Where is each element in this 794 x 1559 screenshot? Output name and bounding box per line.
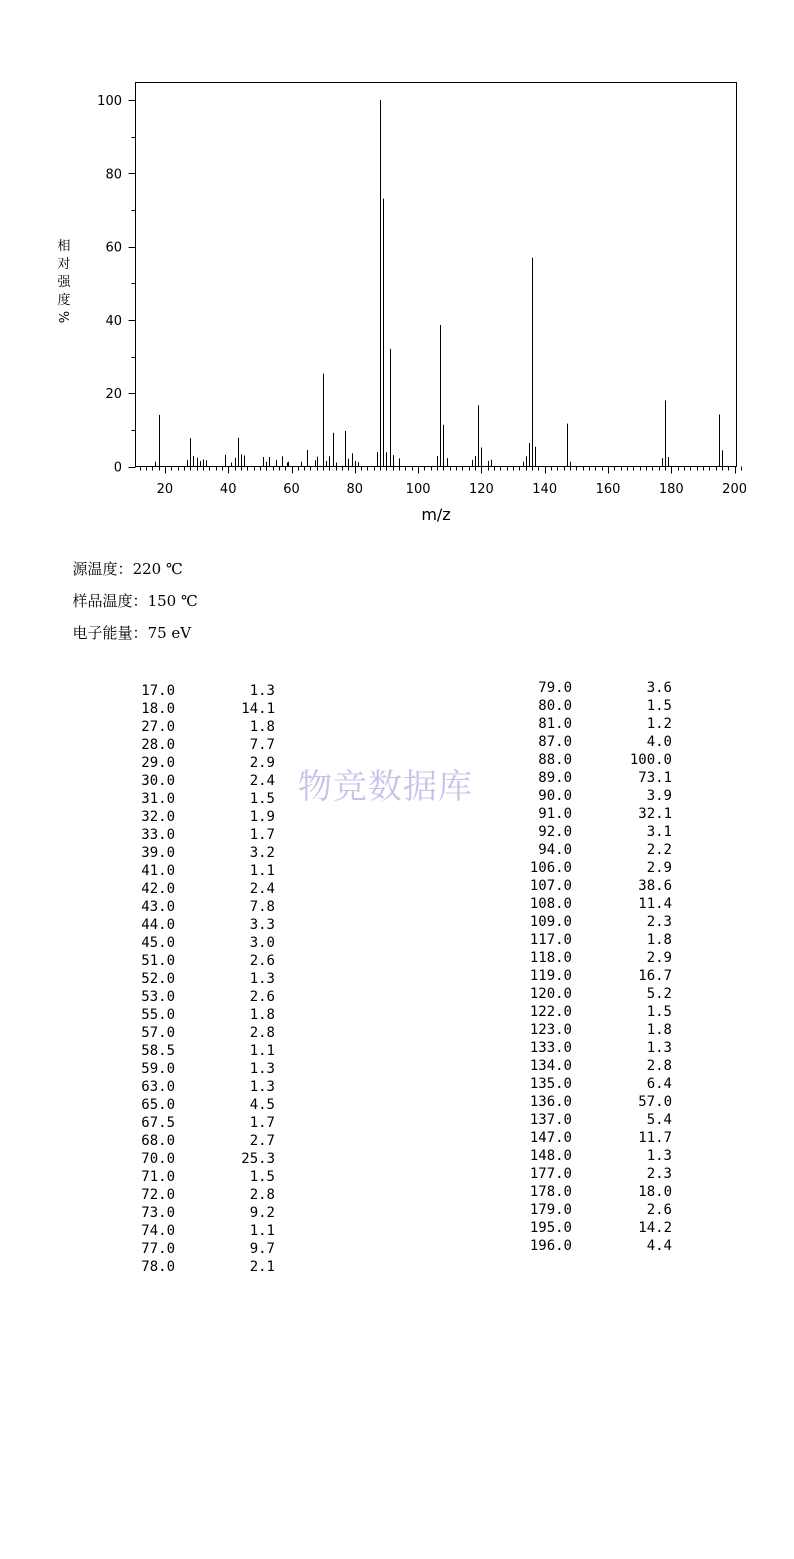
table-row (505, 1057, 675, 1075)
table-row (505, 1201, 675, 1219)
intensity-value: 38.6 (638, 878, 672, 894)
mz-value: 70.0 (141, 1151, 175, 1167)
intensity-value: 7.7 (249, 737, 275, 753)
table-row (505, 931, 675, 949)
intensity-value: 2.8 (646, 1058, 672, 1074)
mz-value: 108.0 (529, 896, 572, 912)
peak-bars (156, 100, 723, 467)
intensity-value: 1.2 (646, 716, 672, 732)
table-row (120, 736, 280, 754)
table-row (120, 682, 280, 700)
mz-value: 44.0 (141, 917, 175, 933)
mz-value: 30.0 (141, 773, 175, 789)
table-row (120, 718, 280, 736)
mz-value: 106.0 (529, 860, 572, 876)
intensity-value: 1.8 (249, 719, 275, 735)
table-row (505, 823, 675, 841)
table-row (505, 679, 675, 697)
table-row (505, 877, 675, 895)
intensity-value: 4.5 (249, 1097, 275, 1113)
mz-value: 73.0 (141, 1205, 175, 1221)
intensity-value: 2.3 (646, 1166, 672, 1182)
table-row (505, 859, 675, 877)
table-row (505, 1183, 675, 1201)
intensity-value: 2.9 (646, 860, 672, 876)
table-row (120, 934, 280, 952)
table-row (120, 754, 280, 772)
intensity-value: 14.2 (638, 1220, 672, 1236)
table-row (505, 1129, 675, 1147)
table-row (505, 733, 675, 751)
table-row (505, 1165, 675, 1183)
x-axis-label: m/z (421, 505, 451, 524)
intensity-value: 1.8 (249, 1007, 275, 1023)
table-row (505, 805, 675, 823)
x-tick-label: 100 (405, 482, 431, 497)
intensity-value: 1.8 (646, 932, 672, 948)
mz-value: 135.0 (529, 1076, 572, 1092)
table-row (120, 1078, 280, 1096)
intensity-value: 1.7 (249, 1115, 275, 1131)
mz-value: 43.0 (141, 899, 175, 915)
intensity-value: 1.3 (249, 1079, 275, 1095)
intensity-value: 9.2 (249, 1205, 275, 1221)
intensity-value: 11.7 (638, 1130, 672, 1146)
table-row (120, 862, 280, 880)
mz-value: 119.0 (529, 968, 572, 984)
x-tick-label: 40 (219, 482, 237, 497)
intensity-value: 73.1 (638, 770, 672, 786)
x-tick-label: 80 (346, 482, 364, 497)
mz-value: 87.0 (538, 734, 572, 750)
table-row (120, 1186, 280, 1204)
mz-value: 52.0 (141, 971, 175, 987)
table-row (120, 916, 280, 934)
table-row (120, 952, 280, 970)
y-tick-label: 0 (113, 460, 122, 476)
y-axis-label-char: 强 (57, 275, 71, 290)
mz-value: 45.0 (141, 935, 175, 951)
table-row (505, 985, 675, 1003)
table-row (505, 1039, 675, 1057)
mz-value: 42.0 (141, 881, 175, 897)
mz-value: 120.0 (529, 986, 572, 1002)
mz-value: 67.5 (141, 1115, 175, 1131)
x-tick-label: 200 (722, 482, 748, 497)
mz-value: 123.0 (529, 1022, 572, 1038)
mz-value: 109.0 (529, 914, 572, 930)
y-tick-label: 20 (105, 387, 122, 403)
mz-value: 134.0 (529, 1058, 572, 1074)
condition-value: 150 ℃ (147, 592, 198, 610)
intensity-value: 7.8 (249, 899, 275, 915)
table-row (505, 751, 675, 769)
mz-value: 147.0 (529, 1130, 572, 1146)
intensity-value: 2.3 (646, 914, 672, 930)
intensity-value: 1.5 (249, 1169, 275, 1185)
y-axis-label-char: 度 (57, 293, 71, 308)
table-row (120, 988, 280, 1006)
mz-value: 31.0 (141, 791, 175, 807)
mass-spectrum-chart (0, 0, 794, 530)
mz-value: 118.0 (529, 950, 572, 966)
mz-value: 79.0 (538, 680, 572, 696)
mz-value: 196.0 (529, 1238, 572, 1254)
table-row (120, 790, 280, 808)
intensity-value: 1.5 (646, 698, 672, 714)
y-tick-label: 80 (105, 167, 122, 183)
table-row (120, 700, 280, 718)
table-row (120, 844, 280, 862)
table-row (120, 808, 280, 826)
intensity-value: 5.4 (646, 1112, 672, 1128)
intensity-value: 2.6 (646, 1202, 672, 1218)
mz-value: 148.0 (529, 1148, 572, 1164)
x-axis-ticks (141, 467, 748, 498)
mz-value: 58.5 (141, 1043, 175, 1059)
y-axis-label (55, 238, 71, 323)
mz-value: 59.0 (141, 1061, 175, 1077)
table-row (505, 841, 675, 859)
y-axis-label-char: % (55, 310, 70, 324)
mz-value: 68.0 (141, 1133, 175, 1149)
condition-value: 75 eV (147, 624, 192, 642)
mz-value: 177.0 (529, 1166, 572, 1182)
table-row (120, 1096, 280, 1114)
table-row (505, 1003, 675, 1021)
intensity-value: 9.7 (249, 1241, 275, 1257)
x-tick-label: 140 (532, 482, 558, 497)
mz-value: 63.0 (141, 1079, 175, 1095)
mz-value: 17.0 (141, 683, 175, 699)
intensity-value: 3.3 (249, 917, 275, 933)
mz-value: 89.0 (538, 770, 572, 786)
mz-value: 94.0 (538, 842, 572, 858)
table-row (120, 1150, 280, 1168)
table-row (120, 1168, 280, 1186)
intensity-value: 2.7 (249, 1133, 275, 1149)
mz-value: 41.0 (141, 863, 175, 879)
table-row (505, 1147, 675, 1165)
intensity-value: 1.3 (249, 683, 275, 699)
table-row (120, 1114, 280, 1132)
table-row (505, 1219, 675, 1237)
intensity-value: 2.9 (249, 755, 275, 771)
y-tick-label: 40 (105, 313, 122, 329)
table-row (120, 1240, 280, 1258)
intensity-value: 1.3 (646, 1148, 672, 1164)
mz-value: 71.0 (141, 1169, 175, 1185)
mz-value: 72.0 (141, 1187, 175, 1203)
intensity-value: 2.8 (249, 1187, 275, 1203)
condition-label: 源温度： (72, 560, 133, 578)
table-row (505, 1021, 675, 1039)
intensity-value: 18.0 (638, 1184, 672, 1200)
intensity-value: 2.1 (249, 1259, 275, 1275)
y-axis-label-char: 相 (57, 239, 71, 254)
intensity-value: 57.0 (638, 1094, 672, 1110)
intensity-value: 2.6 (249, 953, 275, 969)
mz-value: 74.0 (141, 1223, 175, 1239)
mz-value: 80.0 (538, 698, 572, 714)
y-tick-label: 60 (105, 240, 122, 256)
intensity-value: 2.4 (249, 773, 275, 789)
mz-value: 90.0 (538, 788, 572, 804)
mz-value: 137.0 (529, 1112, 572, 1128)
table-row (120, 1060, 280, 1078)
table-row (505, 1093, 675, 1111)
table-row (505, 769, 675, 787)
intensity-value: 6.4 (646, 1076, 672, 1092)
intensity-value: 4.0 (646, 734, 672, 750)
mz-value: 136.0 (529, 1094, 572, 1110)
intensity-value: 1.1 (249, 1223, 275, 1239)
table-row (120, 772, 280, 790)
y-tick-label: 100 (97, 94, 122, 109)
plot-frame (136, 83, 737, 467)
intensity-value: 3.0 (249, 935, 275, 951)
condition-label: 样品温度： (72, 592, 148, 610)
table-row (505, 1075, 675, 1093)
table-row (120, 826, 280, 844)
table-row (505, 1111, 675, 1129)
intensity-value: 3.9 (646, 788, 672, 804)
mz-value: 29.0 (141, 755, 175, 771)
mz-value: 27.0 (141, 719, 175, 735)
condition-label: 电子能量： (72, 624, 148, 642)
intensity-value: 1.1 (249, 1043, 275, 1059)
intensity-value: 100.0 (629, 752, 672, 768)
mz-value: 77.0 (141, 1241, 175, 1257)
mz-value: 117.0 (529, 932, 572, 948)
table-row (505, 895, 675, 913)
condition-electron-energy (63, 604, 191, 643)
intensity-value: 1.9 (249, 809, 275, 825)
table-row (120, 1258, 280, 1276)
table-row (505, 697, 675, 715)
intensity-value: 5.2 (646, 986, 672, 1002)
table-row (505, 967, 675, 985)
table-row (505, 949, 675, 967)
intensity-value: 1.8 (646, 1022, 672, 1038)
intensity-value: 1.7 (249, 827, 275, 843)
y-axis-label-char: 对 (57, 257, 71, 272)
intensity-value: 2.6 (249, 989, 275, 1005)
intensity-value: 32.1 (638, 806, 672, 822)
intensity-value: 16.7 (638, 968, 672, 984)
table-row (120, 1222, 280, 1240)
mz-value: 195.0 (529, 1220, 572, 1236)
intensity-value: 2.4 (249, 881, 275, 897)
mz-value: 55.0 (141, 1007, 175, 1023)
y-axis-ticks (97, 94, 135, 476)
intensity-value: 25.3 (241, 1151, 275, 1167)
mz-value: 178.0 (529, 1184, 572, 1200)
mz-value: 18.0 (141, 701, 175, 717)
mz-value: 51.0 (141, 953, 175, 969)
table-row (120, 898, 280, 916)
x-tick-label: 60 (283, 482, 300, 497)
x-tick-label: 20 (156, 482, 174, 497)
table-row (120, 880, 280, 898)
table-row (120, 970, 280, 988)
mz-value: 57.0 (141, 1025, 175, 1041)
x-tick-label: 120 (468, 482, 494, 497)
table-row (120, 1024, 280, 1042)
peak-table-left (120, 682, 280, 1276)
mz-value: 179.0 (529, 1202, 572, 1218)
table-row (505, 787, 675, 805)
intensity-value: 3.2 (249, 845, 275, 861)
table-row (120, 1042, 280, 1060)
intensity-value: 1.5 (646, 1004, 672, 1020)
x-tick-label: 180 (658, 482, 684, 497)
mz-value: 33.0 (141, 827, 175, 843)
intensity-value: 2.9 (646, 950, 672, 966)
table-row (120, 1132, 280, 1150)
mz-value: 107.0 (529, 878, 572, 894)
peak-table-right (505, 679, 675, 1255)
intensity-value: 3.1 (646, 824, 672, 840)
intensity-value: 2.2 (646, 842, 672, 858)
intensity-value: 14.1 (241, 701, 275, 717)
intensity-value: 1.3 (249, 971, 275, 987)
watermark-text: 物竞数据库 (298, 767, 473, 807)
intensity-value: 2.8 (249, 1025, 275, 1041)
intensity-value: 1.1 (249, 863, 275, 879)
mz-value: 81.0 (538, 716, 572, 732)
table-row (120, 1006, 280, 1024)
mz-value: 91.0 (538, 806, 572, 822)
table-row (505, 715, 675, 733)
intensity-value: 1.3 (249, 1061, 275, 1077)
mz-value: 28.0 (141, 737, 175, 753)
mz-value: 133.0 (529, 1040, 572, 1056)
table-row (505, 913, 675, 931)
mz-value: 65.0 (141, 1097, 175, 1113)
mz-value: 39.0 (141, 845, 175, 861)
mz-value: 88.0 (538, 752, 572, 768)
condition-value: 220 ℃ (132, 560, 183, 578)
table-row (505, 1237, 675, 1255)
intensity-value: 1.5 (249, 791, 275, 807)
mz-value: 122.0 (529, 1004, 572, 1020)
intensity-value: 3.6 (646, 680, 672, 696)
intensity-value: 1.3 (646, 1040, 672, 1056)
mz-value: 32.0 (141, 809, 175, 825)
mz-value: 92.0 (538, 824, 572, 840)
table-row (120, 1204, 280, 1222)
x-tick-label: 160 (595, 482, 621, 497)
mz-value: 78.0 (141, 1259, 175, 1275)
mz-value: 53.0 (141, 989, 175, 1005)
intensity-value: 11.4 (638, 896, 672, 912)
intensity-value: 4.4 (646, 1238, 672, 1254)
